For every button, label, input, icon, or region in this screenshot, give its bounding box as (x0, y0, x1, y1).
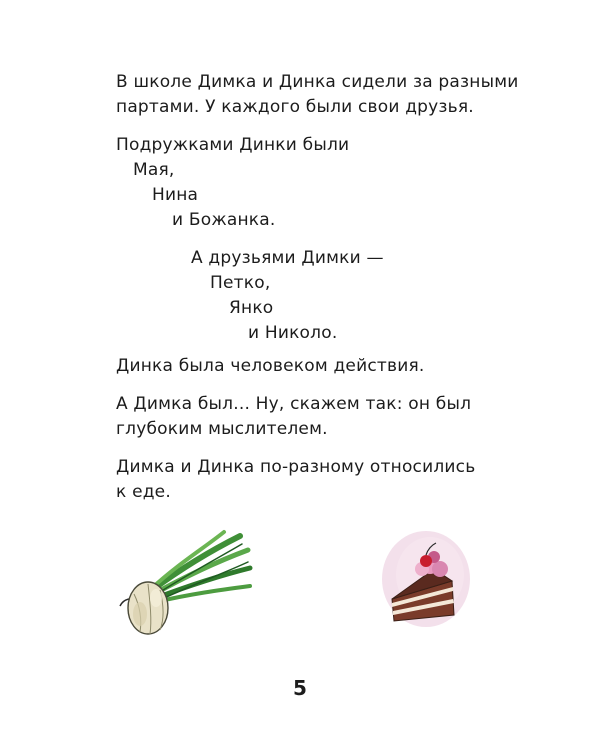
paragraph-1-line-1: В школе Димка и Динка сидели за разными (116, 72, 519, 92)
page-number: 5 (293, 676, 307, 700)
paragraph-1-line-2: партами. У каждого были свои друзья. (116, 97, 474, 117)
paragraph-2-line-3: Нина (152, 185, 199, 205)
paragraph-5-line-1: А Димка был... Ну, скажем так: он был (116, 394, 472, 414)
paragraph-4-line-1: Динка была человеком действия. (116, 356, 425, 376)
turnip-icon (112, 528, 262, 638)
paragraph-2-line-1: Подружками Динки были (116, 135, 350, 155)
paragraph-6-line-1: Димка и Динка по-разному относились (116, 457, 476, 477)
paragraph-3-line-2: Петко, (210, 273, 271, 293)
paragraph-3-line-3: Янко (229, 298, 274, 318)
paragraph-2-line-2: Мая, (133, 160, 175, 180)
cake-slice-icon (374, 525, 474, 635)
paragraph-3-line-4: и Николо. (248, 323, 338, 343)
paragraph-6-line-2: к еде. (116, 482, 171, 502)
paragraph-5-line-2: глубоким мыслителем. (116, 419, 328, 439)
paragraph-2-line-4: и Божанка. (172, 210, 276, 230)
paragraph-3-line-1: А друзьями Димки — (191, 248, 384, 268)
